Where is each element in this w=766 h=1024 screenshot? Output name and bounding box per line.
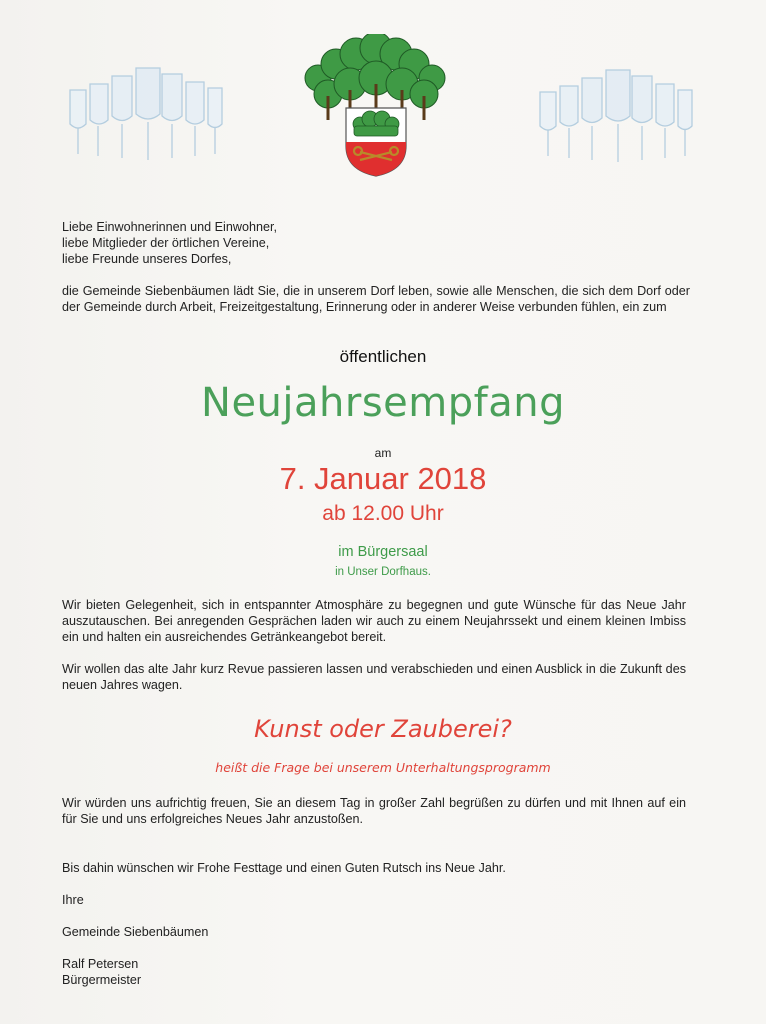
event-date: 7. Januar 2018 <box>279 461 487 496</box>
greeting-line: Liebe Einwohnerinnen und Einwohner, <box>62 220 277 234</box>
organization-name: Gemeinde Siebenbäumen <box>62 925 209 939</box>
event-venue: im Bürgersaal <box>338 544 428 560</box>
paragraph-welcome: Wir würden uns aufrichtig freuen, Sie an diesem Tag in großer Zahl begrüßen zu dürfen und mit Ihnen auf ein für Sie und uns erfolgreiches Neues Jahr anzustoßen. <box>62 796 686 826</box>
intro-paragraph: die Gemeinde Siebenbäumen lädt Sie, die in unserem Dorf leben, sowie alle Menschen, die sich dem Dorf oder der Gemeinde durch Arbeit, Freizeitgestaltung, Erinnerung oder in anderer Weise verbunden fühlen, ein zum <box>62 284 690 314</box>
champagne-glasses-left-icon <box>62 62 232 162</box>
signer-title: Bürgermeister <box>62 973 142 987</box>
greeting-line: liebe Mitglieder der örtlichen Vereine, <box>62 236 270 250</box>
signer-name: Ralf Petersen <box>62 957 139 971</box>
label-public: öffentlichen <box>339 347 427 366</box>
greeting <box>62 219 702 267</box>
champagne-glasses-right-icon <box>536 64 706 164</box>
event-title: Neujahrsempfang <box>201 380 565 426</box>
event-time: ab 12.00 Uhr <box>322 502 444 525</box>
greeting-line: liebe Freunde unseres Dorfes, <box>62 252 232 266</box>
coat-of-arms-icon <box>300 34 450 179</box>
paragraph-offer: Wir bieten Gelegenheit, sich in entspannter Atmosphäre zu begegnen und gute Wünsche für das Neue Jahr auszutauschen. Bei anregenden Gesprächen laden wir auch zu einem Neujahrssekt und einem kleinen Imbiss ein und halten ein ausreichendes Getränkeangebot bereit. <box>62 598 686 644</box>
event-venue-sub: in Unser Dorfhaus. <box>335 566 431 578</box>
program-subtitle: heißt die Frage bei unserem Unterhaltungsprogramm <box>215 760 551 775</box>
program-title: Kunst oder Zauberei? <box>254 715 512 743</box>
closing: Ihre <box>62 893 84 907</box>
paragraph-wishes: Bis dahin wünschen wir Frohe Festtage und einen Guten Rutsch ins Neue Jahr. <box>62 861 506 875</box>
label-am: am <box>374 446 392 460</box>
paragraph-review: Wir wollen das alte Jahr kurz Revue passieren lassen und verabschieden und einen Ausblick in die Zukunft des neuen Jahres wagen. <box>62 662 686 692</box>
